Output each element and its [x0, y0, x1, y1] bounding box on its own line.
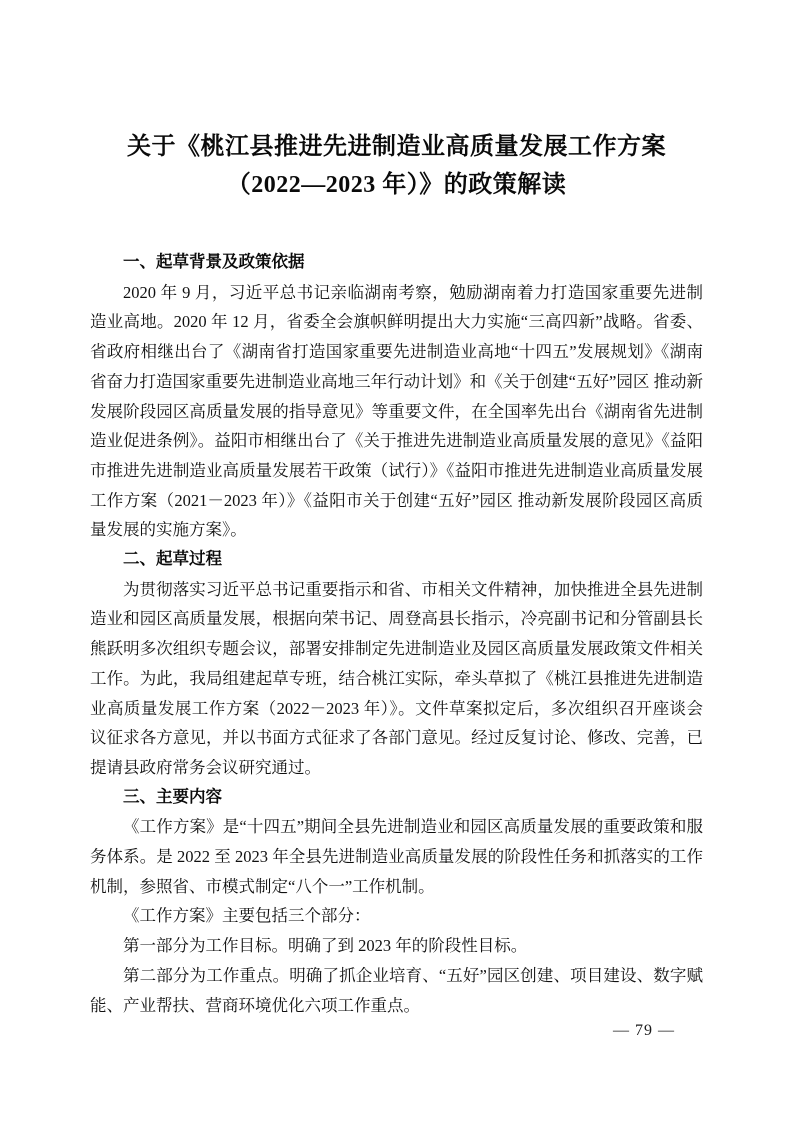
- page-number: — 79 —: [613, 1022, 675, 1039]
- paragraph-three-parts-intro: 《工作方案》主要包括三个部分：: [123, 906, 371, 926]
- paragraph-part-two-priorities: 第二部分为工作重点。明确了抓企业培育、“五好”园区创建、项目建设、数字赋能、产业帮扶、营商环境优化六项工作重点。: [90, 965, 703, 1015]
- paragraph-drafting-process: 为贯彻落实习近平总书记重要指示和省、市相关文件精神，加快推进全县先进制造业和园区高质量发展，根据向荣书记、周登高县长指示，冷亮副书记和分管副县长熊跃明多次组织专题会议，部署安排制定先进制造业及园区高质量发展政策文件相关工作。为此，我局组建起草专班，结合桃江实际，牵头草拟了《桃江县推进先进制造业高质量发展工作方案（2022－2023 年）》。文件草案拟定后，多次组织召开座谈会议征求各方意见，并以书面方式征求了各部门意见。经过反复讨论、修改、完善，已提请县政府常务会议研究通过。: [90, 579, 703, 777]
- section-heading-background: 一、起草背景及政策依据: [123, 253, 305, 271]
- section-heading-main-content: 三、主要内容: [123, 787, 222, 806]
- paragraph-background-policy-basis: 2020 年 9 月，习近平总书记亲临湖南考察，勉励湖南着力打造国家重要先进制造业高地。2020 年 12 月，省委全会旗帜鲜明提出大力实施“三高四新”战略。省委、省政府相继出台了《湖南省打造国家重要先进制造业高地“十四五”发展规划》《湖南省奋力打造国家重要先进制造业高地三年行动计划》和《关于创建“五好”园区 推动新发展阶段园区高质量发展的指导意见》等重要文件，在全国率先出台《湖南省先进制造业促进条例》。益阳市相继出台了《关于推进先进制造业高质量发展的意见》《益阳市推进先进制造业高质量发展若干政策（试行）》《益阳市推进先进制造业高质量发展工作方案（2021－2023 年）》《益阳市关于创建“五好”园区 推动新发展阶段园区高质量发展的实施方案》。: [90, 282, 703, 540]
- section-heading-drafting-process: 二、起草过程: [123, 550, 222, 569]
- paragraph-main-content-overview: 《工作方案》是“十四五”期间全县先进制造业和园区高质量发展的重要政策和服务体系。是 2022 至 2023 年全县先进制造业高质量发展的阶段性任务和抓落实的工作机制，参照省、市模式制定“八个一”工作机制。: [90, 817, 703, 896]
- document-title: [90, 128, 703, 204]
- document-title-line-1: 关于《桃江县推进先进制造业高质量发展工作方案: [127, 134, 666, 160]
- document-body: [90, 248, 703, 1020]
- document-title-line-2: （2022—2023 年）》的政策解读: [226, 172, 567, 198]
- paragraph-part-one-goals: 第一部分为工作目标。明确了到 2023 年的阶段性目标。: [123, 936, 528, 956]
